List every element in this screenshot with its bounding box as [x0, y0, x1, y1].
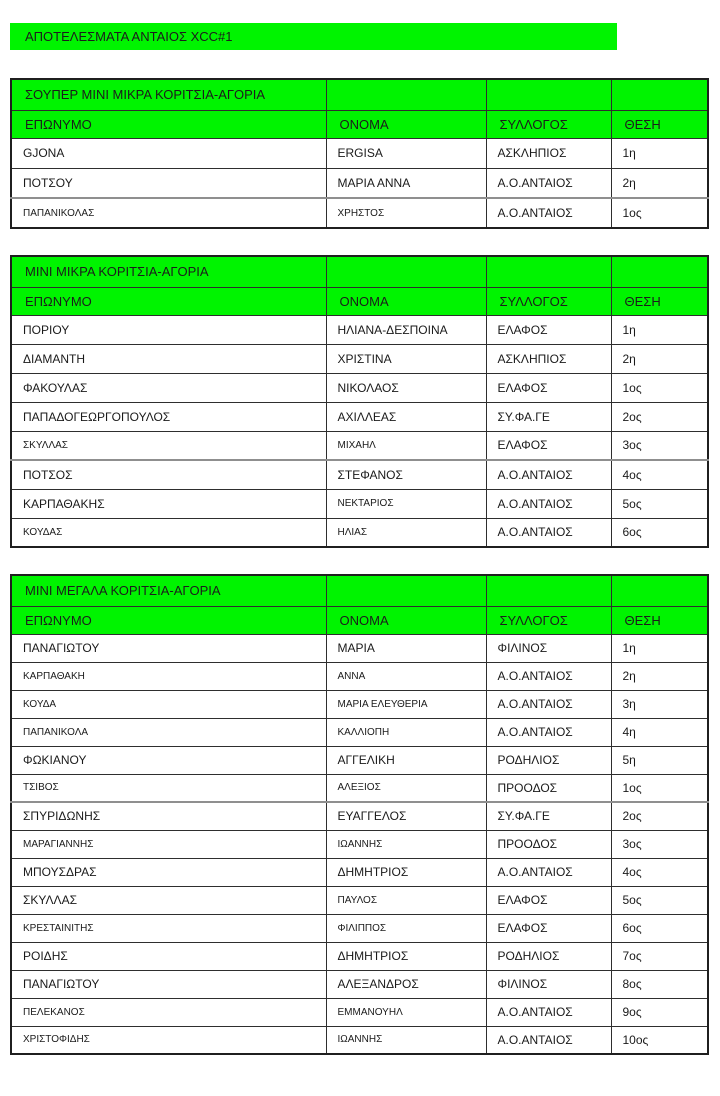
table-row	[11, 168, 708, 198]
category-row	[11, 575, 708, 606]
club-cell: Α.Ο.ΑΝΤΑΙΟΣ	[486, 858, 611, 886]
table-row	[11, 942, 708, 970]
club-cell: ΦΙΛΙΝΟΣ	[486, 634, 611, 662]
position-cell: 2η	[611, 168, 708, 198]
surname-cell: ΧΡΙΣΤΟΦΙΔΗΣ	[11, 1026, 326, 1054]
club-cell: ΦΙΛΙΝΟΣ	[486, 970, 611, 998]
column-header-row	[11, 110, 708, 138]
name-cell: ΗΛΙΑΣ	[326, 518, 486, 547]
name-cell: ΜΑΡΙΑ ΕΛΕΥΘΕΡΙΑ	[326, 690, 486, 718]
club-cell: Α.Ο.ΑΝΤΑΙΟΣ	[486, 718, 611, 746]
club-cell: ΠΡΟΟΔΟΣ	[486, 774, 611, 802]
table-row	[11, 774, 708, 802]
club-cell: Α.Ο.ΑΝΤΑΙΟΣ	[486, 690, 611, 718]
position-cell: 8ος	[611, 970, 708, 998]
position-cell: 1η	[611, 138, 708, 168]
name-cell: ΗΛΙΑΝΑ-ΔΕΣΠΟΙΝΑ	[326, 315, 486, 344]
name-cell: ΑΧΙΛΛΕΑΣ	[326, 402, 486, 431]
name-cell: ΧΡΙΣΤΙΝΑ	[326, 344, 486, 373]
position-cell: 2η	[611, 344, 708, 373]
table-row	[11, 402, 708, 431]
position-cell: 4ος	[611, 460, 708, 489]
name-cell: ΙΩΑΝΝΗΣ	[326, 830, 486, 858]
table-row	[11, 518, 708, 547]
position-cell: 2η	[611, 662, 708, 690]
position-cell: 5η	[611, 746, 708, 774]
position-cell: 9ος	[611, 998, 708, 1026]
category-empty-cell	[486, 79, 611, 110]
club-cell: ΕΛΑΦΟΣ	[486, 315, 611, 344]
name-cell: ΠΑΥΛΟΣ	[326, 886, 486, 914]
club-cell: Α.Ο.ΑΝΤΑΙΟΣ	[486, 460, 611, 489]
club-cell: Α.Ο.ΑΝΤΑΙΟΣ	[486, 168, 611, 198]
name-cell: ΔΗΜΗΤΡΙΟΣ	[326, 858, 486, 886]
category-label: ΜΙΝΙ ΜΙΚΡΑ ΚΟΡΙΤΣΙΑ-ΑΓΟΡΙΑ	[11, 256, 326, 287]
club-cell: ΡΟΔΗΛΙΟΣ	[486, 746, 611, 774]
table-row	[11, 746, 708, 774]
surname-cell: ΜΠΟΥΣΔΡΑΣ	[11, 858, 326, 886]
position-cell: 4η	[611, 718, 708, 746]
position-cell: 1η	[611, 315, 708, 344]
surname-cell: ΡΟΙΔΗΣ	[11, 942, 326, 970]
club-cell: Α.Ο.ΑΝΤΑΙΟΣ	[486, 518, 611, 547]
name-cell: ΑΛΕΞΙΟΣ	[326, 774, 486, 802]
club-cell: Α.Ο.ΑΝΤΑΙΟΣ	[486, 662, 611, 690]
name-cell: ΙΩΑΝΝΗΣ	[326, 1026, 486, 1054]
name-cell: ΝΙΚΟΛΑΟΣ	[326, 373, 486, 402]
category-empty-cell	[611, 79, 708, 110]
table-row	[11, 138, 708, 168]
name-cell: ΑΛΕΞΑΝΔΡΟΣ	[326, 970, 486, 998]
surname-cell: ΠΑΝΑΓΙΩΤΟΥ	[11, 970, 326, 998]
club-cell: ΕΛΑΦΟΣ	[486, 431, 611, 460]
name-cell: ERGISA	[326, 138, 486, 168]
position-cell: 2ος	[611, 802, 708, 830]
results-table	[10, 78, 709, 229]
surname-cell: ΚΟΥΔΑ	[11, 690, 326, 718]
position-cell: 3ος	[611, 431, 708, 460]
position-cell: 5ος	[611, 886, 708, 914]
table-row	[11, 662, 708, 690]
category-empty-cell	[486, 256, 611, 287]
category-empty-cell	[611, 575, 708, 606]
results-table	[10, 574, 709, 1055]
surname-cell: ΦΩΚΙΑΝΟΥ	[11, 746, 326, 774]
column-header: ΟΝΟΜΑ	[326, 110, 486, 138]
column-header: ΘΕΣΗ	[611, 110, 708, 138]
category-empty-cell	[611, 256, 708, 287]
surname-cell: ΠΑΠΑΝΙΚΟΛΑ	[11, 718, 326, 746]
table-row	[11, 373, 708, 402]
column-header: ΣΥΛΛΟΓΟΣ	[486, 287, 611, 315]
column-header: ΕΠΩΝΥΜΟ	[11, 287, 326, 315]
position-cell: 6ος	[611, 914, 708, 942]
table-row	[11, 802, 708, 830]
position-cell: 6ος	[611, 518, 708, 547]
club-cell: ΡΟΔΗΛΙΟΣ	[486, 942, 611, 970]
page-title: ΑΠΟΤΕΛΕΣΜΑΤΑ ΑΝΤΑΙΟΣ XCC#1	[10, 23, 617, 50]
club-cell: Α.Ο.ΑΝΤΑΙΟΣ	[486, 998, 611, 1026]
surname-cell: ΠΑΠΑΝΙΚΟΛΑΣ	[11, 198, 326, 228]
table-row	[11, 489, 708, 518]
club-cell: Α.Ο.ΑΝΤΑΙΟΣ	[486, 489, 611, 518]
table-row	[11, 460, 708, 489]
table-row	[11, 315, 708, 344]
surname-cell: ΠΟΤΣΟΥ	[11, 168, 326, 198]
name-cell: ΧΡΗΣΤΟΣ	[326, 198, 486, 228]
name-cell: ΜΙΧΑΗΛ	[326, 431, 486, 460]
position-cell: 3η	[611, 690, 708, 718]
table-row	[11, 690, 708, 718]
position-cell: 4ος	[611, 858, 708, 886]
name-cell: ΜΑΡΙΑ ΑΝΝΑ	[326, 168, 486, 198]
table-row	[11, 344, 708, 373]
surname-cell: ΠΕΛΕΚΑΝΟΣ	[11, 998, 326, 1026]
club-cell: ΑΣΚΛΗΠΙΟΣ	[486, 138, 611, 168]
table-row	[11, 1026, 708, 1054]
results-tables	[0, 78, 720, 1055]
position-cell: 2ος	[611, 402, 708, 431]
club-cell: ΣΥ.ΦΑ.ΓΕ	[486, 802, 611, 830]
surname-cell: ΠΟΡΙΟΥ	[11, 315, 326, 344]
name-cell: ΣΤΕΦΑΝΟΣ	[326, 460, 486, 489]
name-cell: ΕΥΑΓΓΕΛΟΣ	[326, 802, 486, 830]
column-header: ΣΥΛΛΟΓΟΣ	[486, 110, 611, 138]
position-cell: 1ος	[611, 774, 708, 802]
club-cell: Α.Ο.ΑΝΤΑΙΟΣ	[486, 198, 611, 228]
category-row	[11, 79, 708, 110]
name-cell: ΝΕΚΤΑΡΙΟΣ	[326, 489, 486, 518]
category-label: ΣΟΥΠΕΡ ΜΙΝΙ ΜΙΚΡΑ ΚΟΡΙΤΣΙΑ-ΑΓΟΡΙΑ	[11, 79, 326, 110]
category-empty-cell	[326, 79, 486, 110]
surname-cell: ΚΟΥΔΑΣ	[11, 518, 326, 547]
club-cell: ΕΛΑΦΟΣ	[486, 373, 611, 402]
category-empty-cell	[326, 575, 486, 606]
category-empty-cell	[486, 575, 611, 606]
column-header-row	[11, 606, 708, 634]
surname-cell: ΠΟΤΣΟΣ	[11, 460, 326, 489]
position-cell: 7ος	[611, 942, 708, 970]
position-cell: 3ος	[611, 830, 708, 858]
surname-cell: GJONA	[11, 138, 326, 168]
position-cell: 1ος	[611, 198, 708, 228]
table-row	[11, 914, 708, 942]
position-cell: 1ος	[611, 373, 708, 402]
surname-cell: ΚΑΡΠΑΘΑΚΗΣ	[11, 489, 326, 518]
surname-cell: ΣΚΥΛΛΑΣ	[11, 431, 326, 460]
results-table	[10, 255, 709, 548]
surname-cell: ΚΑΡΠΑΘΑΚΗ	[11, 662, 326, 690]
column-header: ΕΠΩΝΥΜΟ	[11, 110, 326, 138]
table-row	[11, 858, 708, 886]
column-header: ΟΝΟΜΑ	[326, 287, 486, 315]
club-cell: Α.Ο.ΑΝΤΑΙΟΣ	[486, 1026, 611, 1054]
surname-cell: ΠΑΝΑΓΙΩΤΟΥ	[11, 634, 326, 662]
surname-cell: ΦΑΚΟΥΛΑΣ	[11, 373, 326, 402]
column-header: ΣΥΛΛΟΓΟΣ	[486, 606, 611, 634]
club-cell: ΕΛΑΦΟΣ	[486, 914, 611, 942]
position-cell: 1η	[611, 634, 708, 662]
category-row	[11, 256, 708, 287]
table-row	[11, 830, 708, 858]
name-cell: ΚΑΛΛΙΟΠΗ	[326, 718, 486, 746]
category-empty-cell	[326, 256, 486, 287]
surname-cell: ΚΡΕΣΤΑΙΝΙΤΗΣ	[11, 914, 326, 942]
column-header: ΘΕΣΗ	[611, 606, 708, 634]
name-cell: ΜΑΡΙΑ	[326, 634, 486, 662]
surname-cell: ΣΚΥΛΛΑΣ	[11, 886, 326, 914]
name-cell: ΕΜΜΑΝΟΥΗΛ	[326, 998, 486, 1026]
name-cell: ΑΓΓΕΛΙΚΗ	[326, 746, 486, 774]
club-cell: ΠΡΟΟΔΟΣ	[486, 830, 611, 858]
surname-cell: ΜΑΡΑΓΙΑΝΝΗΣ	[11, 830, 326, 858]
table-row	[11, 970, 708, 998]
table-row	[11, 634, 708, 662]
surname-cell: ΠΑΠΑΔΟΓΕΩΡΓΟΠΟΥΛΟΣ	[11, 402, 326, 431]
club-cell: ΣΥ.ΦΑ.ΓΕ	[486, 402, 611, 431]
position-cell: 10ος	[611, 1026, 708, 1054]
name-cell: ΔΗΜΗΤΡΙΟΣ	[326, 942, 486, 970]
surname-cell: ΔΙΑΜΑΝΤΗ	[11, 344, 326, 373]
category-label: ΜΙΝΙ ΜΕΓΑΛΑ ΚΟΡΙΤΣΙΑ-ΑΓΟΡΙΑ	[11, 575, 326, 606]
table-row	[11, 198, 708, 228]
surname-cell: ΣΠΥΡΙΔΩΝΗΣ	[11, 802, 326, 830]
club-cell: ΑΣΚΛΗΠΙΟΣ	[486, 344, 611, 373]
table-row	[11, 998, 708, 1026]
table-row	[11, 431, 708, 460]
surname-cell: ΤΣΙΒΟΣ	[11, 774, 326, 802]
name-cell: ΦΙΛΙΠΠΟΣ	[326, 914, 486, 942]
club-cell: ΕΛΑΦΟΣ	[486, 886, 611, 914]
position-cell: 5ος	[611, 489, 708, 518]
table-row	[11, 886, 708, 914]
column-header: ΟΝΟΜΑ	[326, 606, 486, 634]
name-cell: ΑΝΝΑ	[326, 662, 486, 690]
table-row	[11, 718, 708, 746]
column-header: ΕΠΩΝΥΜΟ	[11, 606, 326, 634]
column-header: ΘΕΣΗ	[611, 287, 708, 315]
column-header-row	[11, 287, 708, 315]
